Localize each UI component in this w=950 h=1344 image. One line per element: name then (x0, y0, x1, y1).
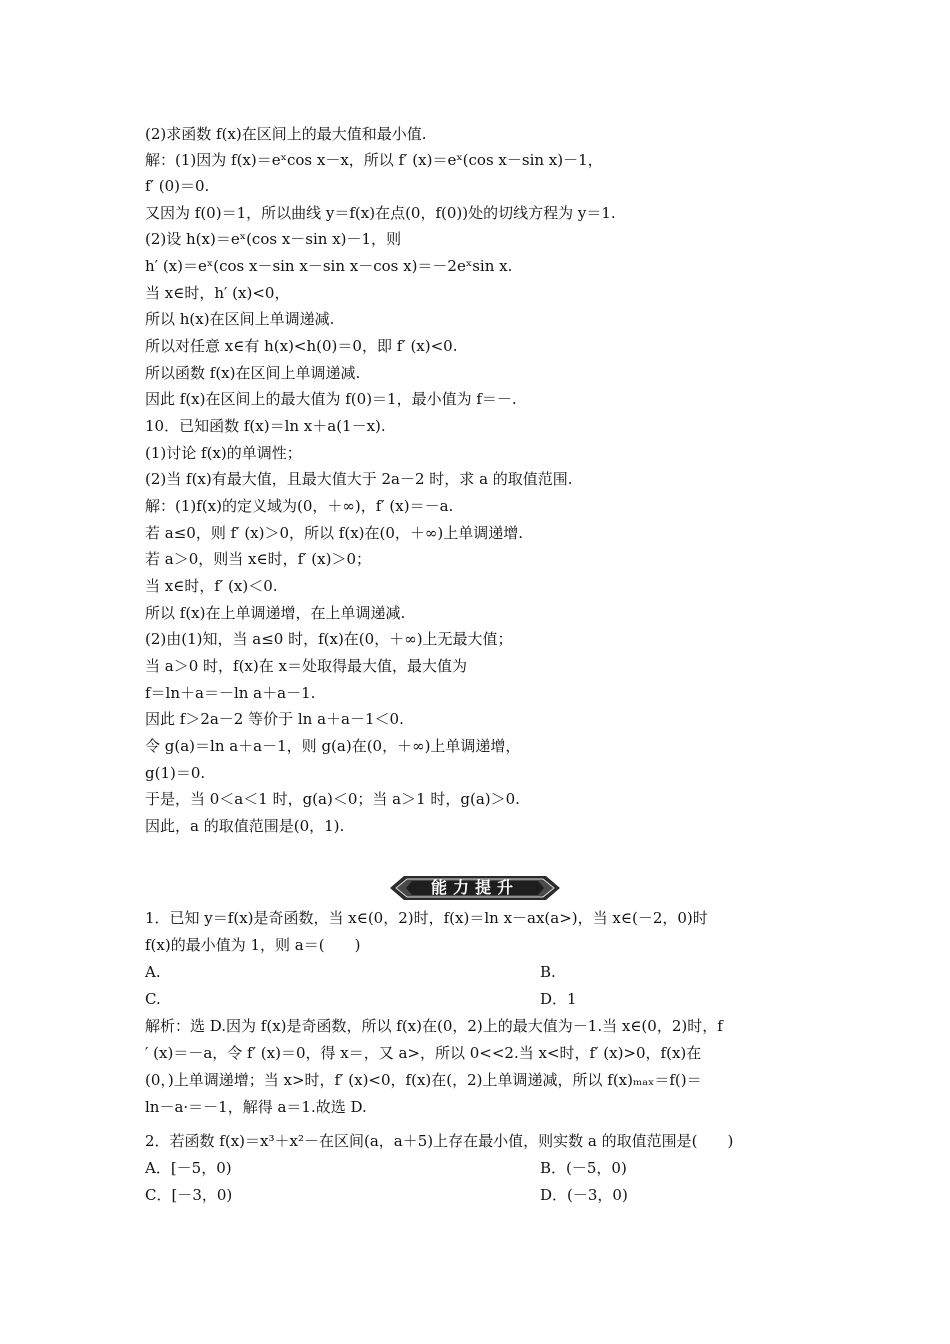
text-line: 因此，a 的取值范围是(0，1). (145, 817, 345, 835)
text-line: 10．已知函数 f(x)＝ln x＋a(1－x). (145, 417, 386, 435)
option-d: D．(－3，0) (540, 1186, 628, 1204)
banner-title: 能力提升 (430, 878, 519, 897)
question-1-line: f(x)的最小值为 1，则 a＝( ) (145, 936, 361, 954)
option-c: C. (145, 990, 161, 1008)
analysis-line: ln－a·＝－1，解得 a＝1.故选 D. (145, 1098, 367, 1116)
option-a: A. (145, 963, 161, 981)
text-line: 因此 f(x)在区间上的最大值为 f(0)＝1，最小值为 f＝－. (145, 390, 517, 408)
text-line: g(1)＝0. (145, 764, 206, 782)
text-line: 于是，当 0＜a＜1 时，g(a)＜0；当 a＞1 时，g(a)＞0. (145, 790, 520, 808)
analysis-line: 解析：选 D.因为 f(x)是奇函数，所以 f(x)在(0，2)上的最大值为－1.当 x∈(0，2)时，f (145, 1017, 723, 1035)
text-line: 又因为 f(0)＝1，所以曲线 y＝f(x)在点(0，f(0))处的切线方程为 y＝1. (145, 204, 616, 222)
text-line: 若 a≤0，则 f′ (x)＞0，所以 f(x)在(0，＋∞)上单调递增. (145, 524, 524, 542)
text-line: 当 x∈时，h′ (x)<0， (145, 284, 290, 302)
question-1-line: 1．已知 y＝f(x)是奇函数，当 x∈(0，2)时，f(x)＝ln x－ax(a>)，当 x∈(－2，0)时 (145, 909, 708, 927)
section-banner (390, 874, 560, 902)
analysis-line: ′ (x)＝－a，令 f′ (x)＝0，得 x＝，又 a>，所以 0<<2.当 x<时，f′ (x)>0，f(x)在 (145, 1044, 702, 1062)
text-line: 因此 f＞2a－2 等价于 ln a＋a－1＜0. (145, 710, 404, 728)
text-line: f′ (0)＝0. (145, 177, 210, 195)
analysis-line: (0，)上单调递增；当 x>时，f′ (x)<0，f(x)在(，2)上单调递减，所以 f(x)ₘₐₓ＝f()＝ (145, 1071, 702, 1089)
option-b: B. (540, 963, 556, 981)
text-line: 令 g(a)＝ln a＋a－1，则 g(a)在(0，＋∞)上单调递增， (145, 737, 521, 755)
text-line: 若 a＞0，则当 x∈时，f′ (x)＞0； (145, 550, 372, 568)
text-line: 所以 h(x)在区间上单调递减. (145, 310, 335, 328)
text-line: 所以对任意 x∈有 h(x)<h(0)＝0，即 f′ (x)<0. (145, 337, 458, 355)
option-a: A．[－5，0) (145, 1159, 232, 1177)
text-line: 解：(1)因为 f(x)＝eˣcos x－x，所以 f′ (x)＝eˣ(cos x－sin x)－1， (145, 151, 603, 169)
text-line: (2)当 f(x)有最大值，且最大值大于 2a－2 时，求 a 的取值范围. (145, 470, 573, 488)
text-line: h′ (x)＝eˣ(cos x－sin x－sin x－cos x)＝－2eˣsin x. (145, 257, 513, 275)
option-d: D．1 (540, 990, 577, 1008)
text-line: (2)设 h(x)＝eˣ(cos x－sin x)－1，则 (145, 230, 402, 248)
option-c: C．[－3，0) (145, 1186, 233, 1204)
option-b: B．(－5，0) (540, 1159, 627, 1177)
question-2-line: 2．若函数 f(x)＝x³＋x²－在区间(a，a＋5)上存在最小值，则实数 a 的取值范围是( ) (145, 1132, 734, 1150)
text-line: 解：(1)f(x)的定义域为(0，＋∞)，f′ (x)＝－a. (145, 497, 454, 515)
text-line: 所以函数 f(x)在区间上单调递减. (145, 364, 361, 382)
text-line: 当 a＞0 时，f(x)在 x＝处取得最大值，最大值为 (145, 657, 467, 675)
text-line: 所以 f(x)在上单调递增，在上单调递减. (145, 604, 406, 622)
text-line: f＝ln＋a＝－ln a＋a－1. (145, 684, 316, 702)
text-line: (2)求函数 f(x)在区间上的最大值和最小值. (145, 125, 427, 143)
text-line: (2)由(1)知，当 a≤0 时，f(x)在(0，＋∞)上无最大值； (145, 630, 513, 648)
text-line: 当 x∈时，f′ (x)＜0. (145, 577, 278, 595)
text-line: (1)讨论 f(x)的单调性； (145, 444, 302, 462)
